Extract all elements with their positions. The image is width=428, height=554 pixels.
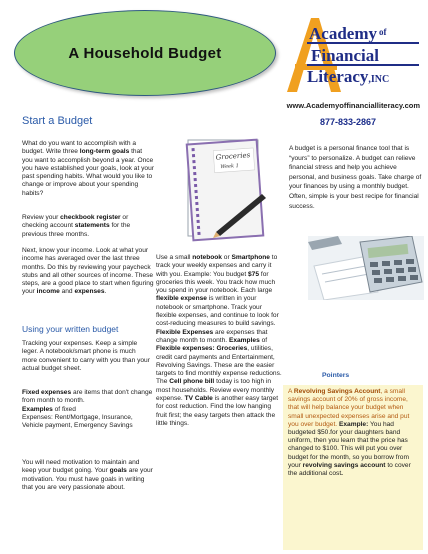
logo-line-financial: Financial — [311, 46, 380, 65]
flexible-expenses-paragraph: Use a small notebook or Smartphone to track your weekly expenses and carry it with you. Example: You budget $75 for groceries this week. You track how much you spend in your notebook. Each large flexible expense is written in your notebook or smartphone. Track your flexible expenses, and continue to look for cost-reducing measures to build savings. Flexible Expenses are expenses that change month to month. Examples of Flexible expenses: Groceries, utilities, credit card payments and Entertainment, Revolving Savings. These are the easier targets to find monthly expense reductions. The Cell phone bill today is too high in most households. Review every monthly expense. TV Cable is another easy target for cost reduction. Find the low hanging fruit first; the easy targets then attack the little things. — [156, 254, 282, 427]
budget-intro-paragraph: A budget is a personal finance tool that is “yours” to personalize. A budget can relieve financial stress and help you achieve personal, and business goals. Take charge of your finances by using a monthly budget. Often, simple is your best recipe for financial success. — [289, 145, 422, 210]
income-paragraph: Next, know your income. Look at what your income has averaged over the last three months. Do this by reviewing your paycheck stubs and all other sources of income. These steps, are a good place to start when figuring your income and expenses. — [22, 247, 154, 296]
using-budget-heading: Using your written budget — [22, 324, 119, 334]
pointers-heading: Pointers — [322, 372, 350, 379]
page-title: A Household Budget — [68, 44, 222, 62]
logo-line-of: of — [378, 27, 387, 37]
notebook-cover-title: Groceries — [215, 151, 251, 162]
notebook-with-pencil-icon — [182, 136, 268, 244]
website-link[interactable]: www.Academyoffinancialliteracy.com — [286, 101, 420, 110]
tracking-paragraph: Tracking your expenses. Keep a simple leger. A notebook/smart phone is much more convenient to carry with you than your actual budget sheet. — [22, 340, 150, 372]
logo-line-literacy: Literacy — [307, 67, 369, 86]
calculator-image — [308, 236, 424, 300]
phone-number: 877-833-2867 — [319, 117, 376, 127]
pointers-panel — [283, 385, 423, 550]
notebook-cover-subtitle: Week 1 — [220, 162, 240, 171]
review-paragraph: Review your checkbook register or checking account statements for the previous three months. — [22, 214, 131, 238]
grocery-notebook-image — [182, 136, 268, 244]
fixed-expenses-paragraph: Fixed expenses are items that don't change from month to month. Examples of fixed Expenses: Rent/Mortgage, Insurance, Vehicle payment, Emergency Savings — [22, 389, 153, 430]
calculator-with-receipts-icon — [308, 236, 424, 300]
academy-logo — [285, 16, 423, 94]
logo-line-academy: Academy — [309, 24, 377, 43]
logo-line-inc: ,INC — [368, 74, 390, 85]
motivation-paragraph: You will need motivation to maintain and keep your budget going. Your goals are your motivation. You must have goals in writing that you are very passionate about. — [22, 459, 153, 491]
goals-paragraph: What do you want to accomplish with a budget. Write three long-term goals that you want to accomplish beyond a year. Once you have established your goals, look at your past spending habits. What would you like to change or improve about your spending habits? — [22, 140, 154, 197]
title-oval — [14, 10, 276, 96]
start-budget-heading: Start a Budget — [22, 115, 93, 127]
revolving-savings-paragraph: A Revolving Savings Account, a small savings account of 20% of gross income, that will help balance your budget when small unexpected expenses arise and put you over budget. Example: You had budgeted $50.for your daughters band uniform, then you learn that the price has changed to $100. This will put you over budget for the month, so you borrow from your revolving savings account to cover the additional cost. — [288, 388, 411, 478]
